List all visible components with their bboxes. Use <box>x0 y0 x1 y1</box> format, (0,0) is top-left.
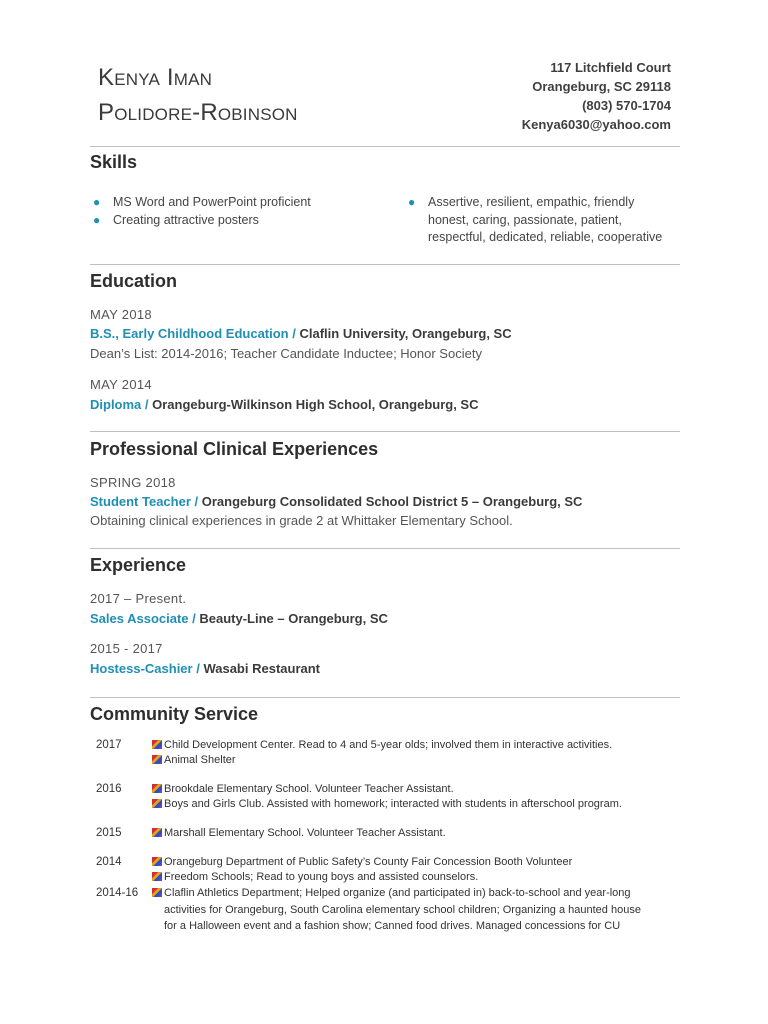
entry-org: Beauty-Line – Orangeburg, SC <box>199 611 388 626</box>
skills-list-right <box>405 194 662 247</box>
service-item: Claflin Athletics Department; Helped organize (and participated in) back-to-school and year-long <box>152 887 631 899</box>
city-state-zip: Orangeburg, SC 29118 <box>532 79 671 94</box>
service-year: 2017 <box>96 739 122 751</box>
entry-date: SPRING 2018 <box>90 475 176 490</box>
divider <box>90 264 680 265</box>
name-line-2: Polidore-Robinson <box>98 99 298 126</box>
bullet-icon <box>152 755 162 764</box>
entry-role: Sales Associate / <box>90 611 196 626</box>
skill-item-continued: honest, caring, passionate, patient, <box>428 212 622 227</box>
service-item: Freedom Schools; Read to young boys and assisted counselors. <box>152 871 478 883</box>
bullet-icon <box>152 828 162 837</box>
service-item: Animal Shelter <box>152 754 236 766</box>
service-item: Child Development Center. Read to 4 and 5-year olds; involved them in interactive activities. <box>152 739 612 751</box>
entry-role: Student Teacher / <box>90 494 199 509</box>
candidate-name <box>98 60 298 130</box>
skill-item: ● Assertive, resilient, empathic, friendly <box>405 194 662 212</box>
service-year: 2016 <box>96 783 122 795</box>
entry-title <box>90 326 512 341</box>
bullet-icon: ● <box>93 212 101 227</box>
skill-item-continued: respectful, dedicated, reliable, cooperative <box>428 230 663 244</box>
divider <box>90 697 680 698</box>
bullet-icon <box>152 740 162 749</box>
bullet-icon <box>152 872 162 881</box>
phone: (803) 570-1704 <box>582 98 671 113</box>
entry-org: Claflin University, Orangeburg, SC <box>299 326 512 341</box>
entry-date: MAY 2018 <box>90 307 152 322</box>
service-item: Boys and Girls Club. Assisted with homework; interacted with students in afterschool program. <box>152 798 622 810</box>
address: 117 Litchfield Court <box>550 60 671 75</box>
bullet-icon: ● <box>408 195 416 209</box>
divider <box>90 146 680 147</box>
skill-item: ● Creating attractive posters <box>90 212 311 230</box>
email: Kenya6030@yahoo.com <box>521 117 671 132</box>
divider <box>90 431 680 432</box>
clinical-heading: Professional Clinical Experiences <box>90 439 379 459</box>
education-heading: Education <box>90 271 178 291</box>
service-year: 2014 <box>96 856 122 868</box>
service-item: Brookdale Elementary School. Volunteer Teacher Assistant. <box>152 783 454 795</box>
entry-title <box>90 661 320 676</box>
service-year: 2014-16 <box>96 887 139 899</box>
service-item-continued: activities for Orangeburg, South Carolina elementary school children; Organizing a haunted house for a Halloween event and a fashion show; Canned food drives. Managed concessions for CU <box>164 904 641 932</box>
entry-detail: Dean’s List: 2014-2016; Teacher Candidate Inductee; Honor Society <box>90 346 482 361</box>
entry-title <box>90 611 388 626</box>
entry-date: 2017 – Present. <box>90 591 187 606</box>
experience-heading: Experience <box>90 555 187 575</box>
divider <box>90 548 680 549</box>
entry-date: 2015 - 2017 <box>90 641 163 656</box>
bullet-icon <box>152 857 162 866</box>
entry-org: Orangeburg-Wilkinson High School, Orangeburg, SC <box>152 397 479 412</box>
bullet-icon <box>152 799 162 808</box>
bullet-icon <box>152 784 162 793</box>
bullet-icon <box>152 888 162 897</box>
contact-info <box>522 58 671 134</box>
bullet-icon: ● <box>93 195 101 209</box>
entry-org: Orangeburg Consolidated School District 5 – Orangeburg, SC <box>201 494 583 509</box>
entry-role: B.S., Early Childhood Education / <box>90 326 296 341</box>
entry-org: Wasabi Restaurant <box>203 661 321 676</box>
entry-date: MAY 2014 <box>90 377 152 392</box>
community-heading: Community Service <box>90 704 259 724</box>
entry-title <box>90 494 582 509</box>
service-year: 2015 <box>96 827 122 839</box>
skills-heading: Skills <box>90 152 138 172</box>
name-line-1: Kenya Iman <box>98 64 213 91</box>
entry-title <box>90 397 478 412</box>
skills-list-left <box>90 194 311 229</box>
entry-role: Hostess-Cashier / <box>90 661 200 676</box>
service-item: Orangeburg Department of Public Safety’s County Fair Concession Booth Volunteer <box>152 856 572 868</box>
entry-role: Diploma / <box>90 397 149 412</box>
skill-item: ● MS Word and PowerPoint proficient <box>90 194 311 212</box>
entry-detail: Obtaining clinical experiences in grade 2 at Whittaker Elementary School. <box>90 513 513 528</box>
service-item: Marshall Elementary School. Volunteer Teacher Assistant. <box>152 827 446 839</box>
